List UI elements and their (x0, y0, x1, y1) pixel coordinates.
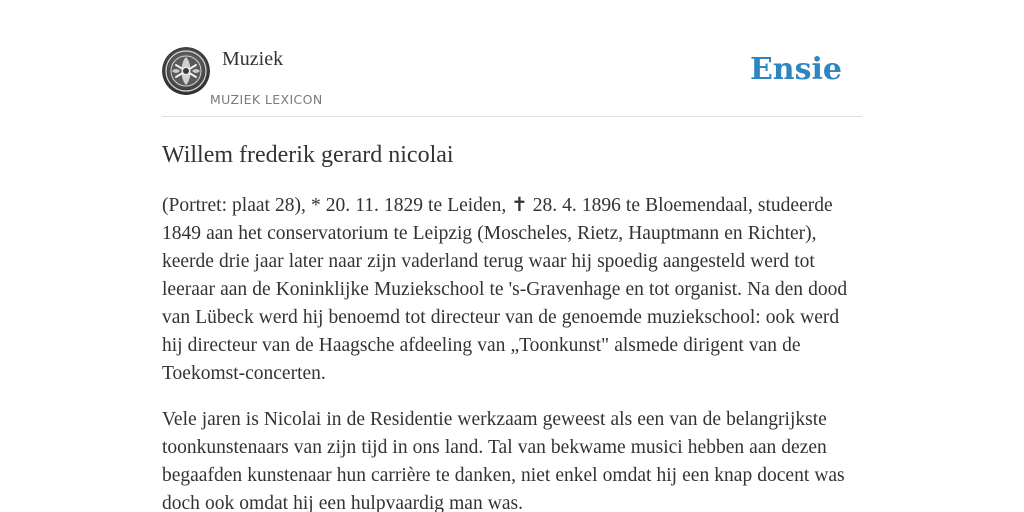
category-header (162, 44, 862, 117)
category-avatar[interactable] (162, 47, 210, 95)
article-paragraph: (Portret: plaat 28), * 20. 11. 1829 te Leiden, ✝ 28. 4. 1896 te Bloemendaal, studeerde 1849 aan het conservatorium te Leipzig (Moscheles, Rietz, Hauptmann en Richter), keerde drie jaar later naar zijn vaderland terug waar hij spoedig aangesteld werd tot leeraar aan de Koninklijke Muziekschool te 's-Gravenhage en tot organist. Na den dood van Lübeck werd hij benoemd tot directeur van de genoemde muziekschool: ook werd hij directeur van de Haagsche afdeeling van „Toonkunst" alsmede dirigent van de Toekomst-concerten. (162, 195, 848, 384)
music-seal-icon (162, 47, 210, 95)
article-title: Willem frederik gerard nicolai (162, 142, 454, 168)
brand-logo[interactable]: Ensie (749, 52, 842, 87)
article-paragraph: Vele jaren is Nicolai in de Residentie werkzaam geweest als een van de belangrijkste toonkunstenaars van zijn tijd in ons land. Tal van bekwame musici hebben aan dezen begaafden kunstenaar hun carrière te danken, niet enkel omdat hij een knap docent was doch ook omdat hij een hulpvaardig man was. (162, 409, 845, 512)
category-subtitle: MUZIEK LEXICON (210, 92, 323, 107)
article-body (162, 192, 862, 512)
category-title[interactable]: Muziek (222, 48, 284, 70)
